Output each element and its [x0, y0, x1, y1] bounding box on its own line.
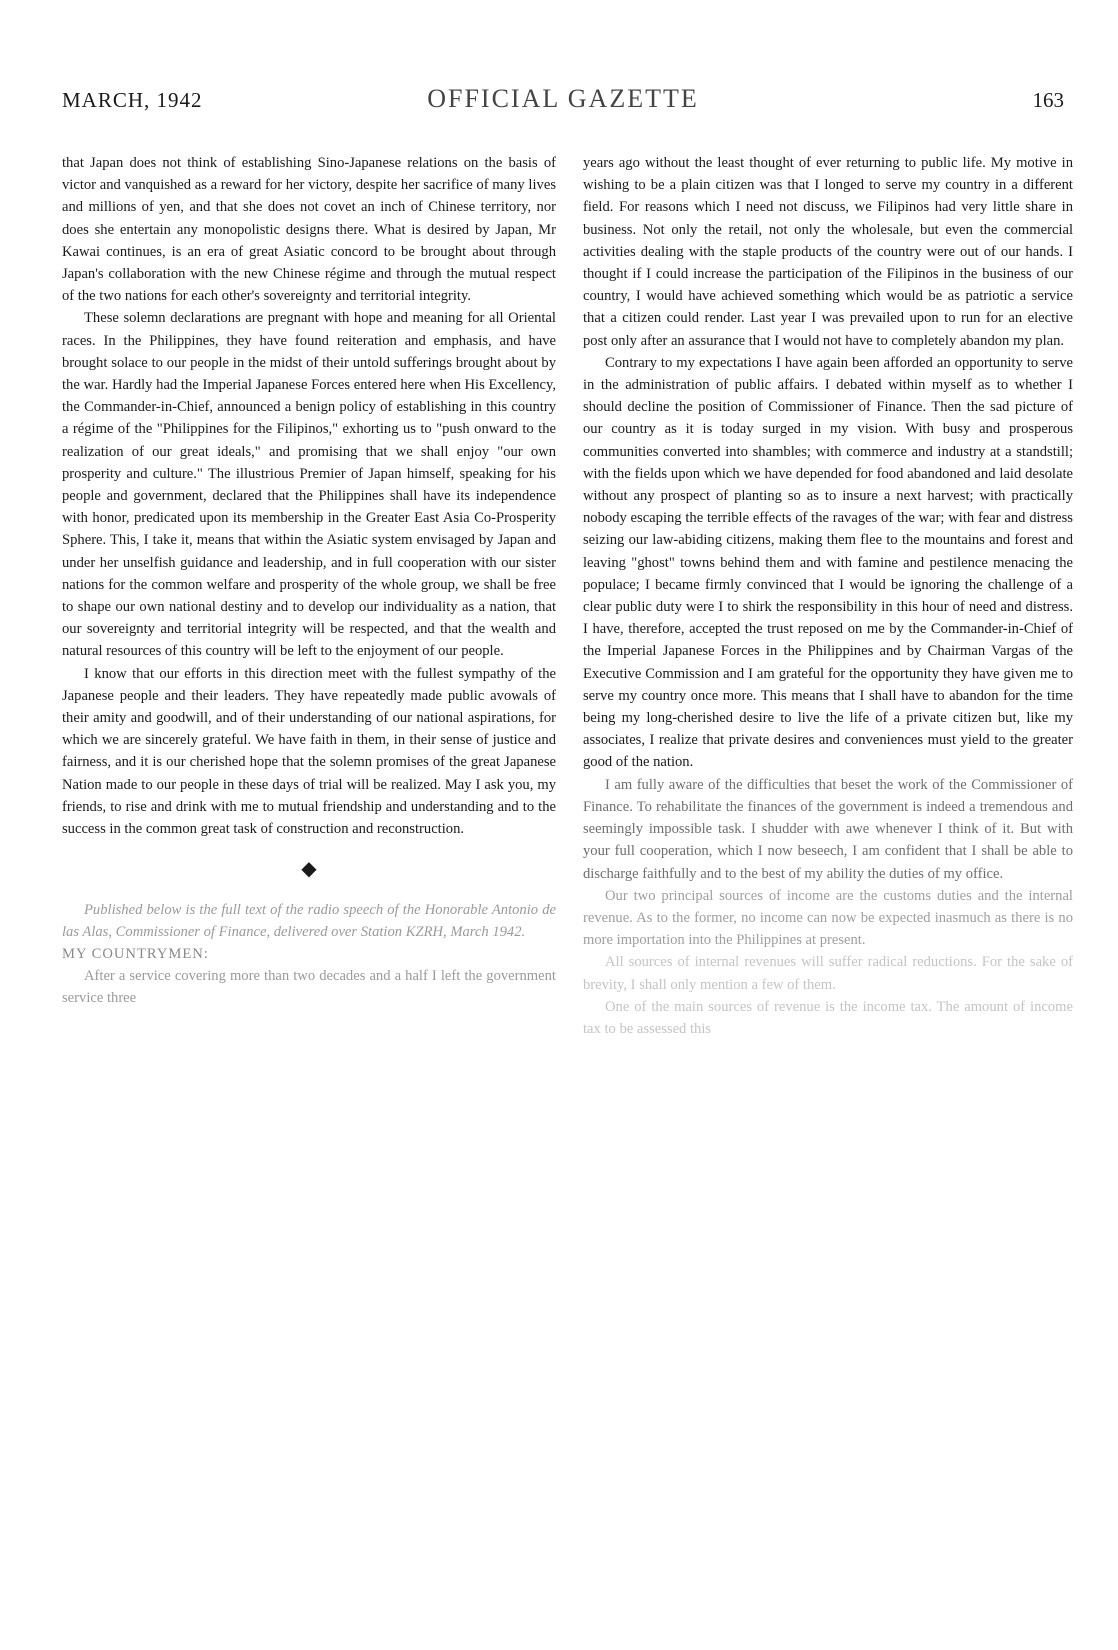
paragraph: I know that our efforts in this direction meet with the fullest sympathy of the Japanese people and their leaders. They have repeatedly made public avowals of their amity and goodwill, and of their understanding of our national aspirations, for which we are sincerely grateful. We have faith in them, in their sense of justice and fairness, and it is our cherished hope that the solemn promises of the great Japanese Nation made to our people in these days of trial will be realized. May I ask you, my friends, to rise and drink with me to mutual friendship and understanding and to the success in the common great task of construction and reconstruction.	[62, 665, 556, 838]
right-column	[583, 152, 1073, 1040]
paragraph: These solemn declarations are pregnant with hope and meaning for all Oriental races. In the Philippines, they have found reiteration and emphasis, and have brought solace to our people in the midst of their untold sufferings brought about by the war. Hardly had the Imperial Japanese Forces entered here when His Excellency, the Commander-in-Chief, announced a benign policy of establishing in this country a régime of the "Philippines for the Filipinos," exhorting us to "push onward to the realization of our great ideals," and promising that we shall enjoy "our own prosperity and culture." The illustrious Premier of Japan himself, speaking for his people and government, declared that the Philippines shall have its independence with honor, predicated upon its membership in the Greater East Asia Co-Prosperity Sphere. This, I take it, means that within the Asiatic system envisaged by Japan and under her unselfish guidance and leadership, and in full cooperation with our sister nations for the common welfare and prosperity of the whole group, we shall be free to shape our own national destiny and to develop our individuality as a nation, that our sovereignty and territorial integrity will be respected, and that the wealth and natural resources of this country will be left to the enjoyment of our people.	[62, 310, 556, 660]
editorial-note: Published below is the full text of the radio speech of the Honorable Antonio de las Alas, Commissioner of Finance, delivered over Station KZRH, March 1942.	[62, 901, 556, 940]
salutation: MY COUNTRYMEN:	[62, 945, 209, 962]
page-number: 163	[1032, 88, 1064, 112]
paragraph: One of the main sources of revenue is the income tax. The amount of income tax to be assessed this	[583, 998, 1073, 1037]
publication-title: OFFICIAL GAZETTE	[427, 84, 699, 113]
paragraph: Contrary to my expectations I have again been afforded an opportunity to serve in the administration of public affairs. I debated within myself as to whether I should decline the position of Commissioner of Finance. Then the sad picture of our country as it is today surged in my vision. With busy and prosperous communities converted into shambles; with commerce and industry at a standstill; with the fields upon which we have depended for food abandoned and laid desolate without any prospect of planting so as to insure a next harvest; with practically nobody escaping the terrible effects of the ravages of the war; with fear and distress seizing our law-abiding citizens, making them flee to the mountains and forest and leaving "ghost" towns behind them and with famine and pestilence menacing the populace; I became firmly convinced that I would be ignoring the challenge of a clear public duty were I to shirk the responsibility in this hour of need and distress. I have, therefore, accepted the trust reposed on me by the Commander-in-Chief of the Imperial Japanese Forces in the Philippines and by Chairman Vargas of the Executive Commission and I am grateful for the opportunity they have given me to serve my country once more. This means that I shall have to abandon for the time being my long-cherished desire to live the life of a private citizen but, like my associates, I realize that private desires and conveniences must yield to the greater good of the nation.	[583, 354, 1073, 771]
paragraph: All sources of internal revenues will suffer radical reductions. For the sake of brevity, I shall only mention a few of them.	[583, 954, 1073, 993]
left-column	[62, 152, 556, 1010]
paragraph: that Japan does not think of establishing Sino-Japanese relations on the basis of victor and vanquished as a reward for her victory, despite her sacrifice of many lives and millions of yen, and that she does not covet an inch of Chinese territory, nor does she entertain any monopolistic designs there. What is desired by Japan, Mr Kawai continues, is an era of great Asiatic concord to be brought about through Japan's collaboration with the new Chinese régime and through the mutual respect of the two nations for each other's sovereignty and territorial integrity.	[62, 155, 556, 305]
paragraph: Our two principal sources of income are the customs duties and the internal revenue. As to the former, no income can now be expected inasmuch as there is no more importation into the Philippines at present.	[583, 887, 1073, 949]
issue-date: MARCH, 1942	[62, 88, 203, 112]
paragraph: I am fully aware of the difficulties that beset the work of the Commissioner of Finance. To rehabilitate the finances of the government is indeed a tremendous and seemingly impossible task. I shudder with awe whenever I think of it. But with your full cooperation, which I now beseech, I am confident that I shall be able to discharge faithfully and to the best of my ability the duties of my office.	[583, 776, 1073, 882]
section-divider-ornament: ◆	[301, 858, 317, 881]
page-header	[62, 84, 1064, 118]
paragraph: years ago without the least thought of ever returning to public life. My motive in wishing to be a plain citizen was that I longed to serve my country in a different field. For reasons which I need not discuss, we Filipinos had very little share in business. Not only the retail, not only the wholesale, but even the commercial activities dealing with the staple products of the country were out of our hands. I thought if I could increase the participation of the Filipinos in the business of our country, I would have achieved something which would be as patriotic a service that a citizen could render. Last year I was prevailed upon to run for an elective post only after an assurance that I would not have to completely abandon my plan.	[583, 155, 1073, 349]
paragraph: After a service covering more than two decades and a half I left the government service three	[62, 968, 556, 1007]
